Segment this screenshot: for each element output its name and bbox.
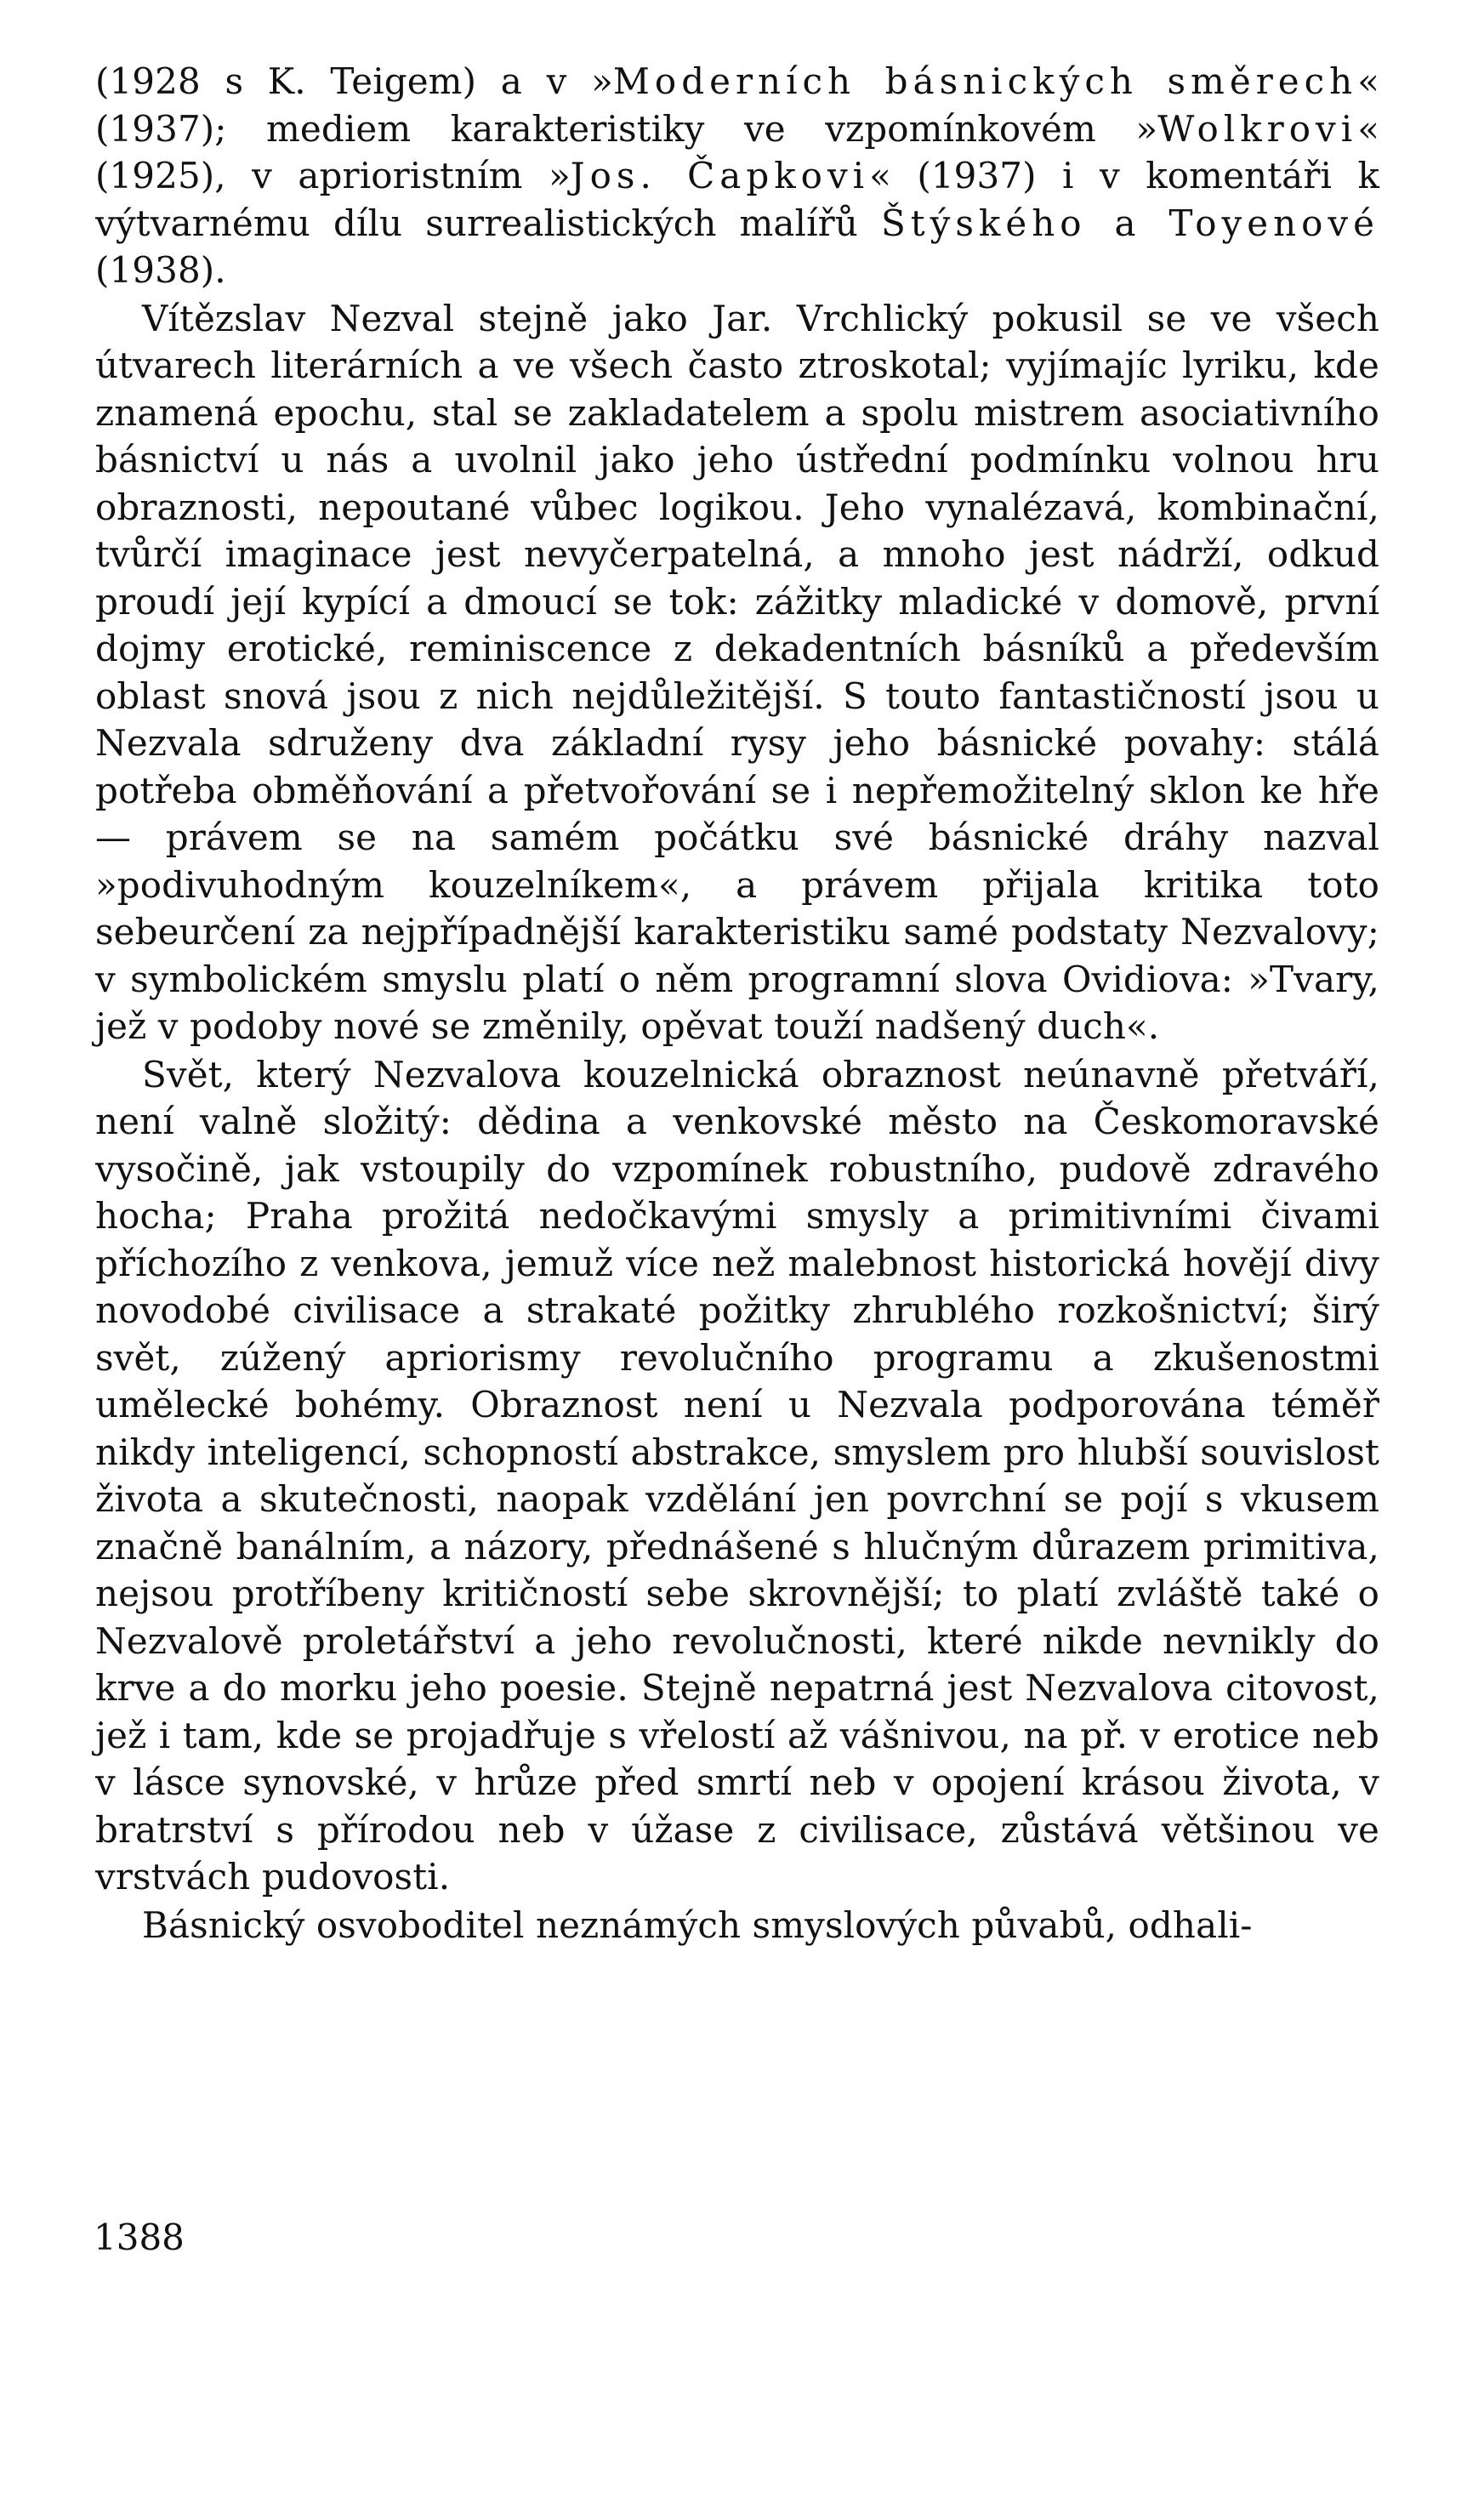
text-run: (1928 s K. Teigem) a v » [95,60,613,102]
spaced-names-styrsky-toyen: Štýského a Toyenové [880,202,1379,244]
text-run: « (1937) i v komentáři k výtvarnému dílu surrealistických malířů [95,155,1380,244]
body-text [95,58,1379,1949]
paragraph-final-line: Básnický osvoboditel neznámých smyslových půvabů, odhali- [142,1903,1253,1946]
spaced-title-capek: Jos. Čapkovi [570,155,870,196]
text-run: (1938). [95,249,226,291]
page-number: 1388 [94,2216,185,2258]
paragraph-continuation [95,58,1379,294]
spaced-title-moderni-basnicke-smery: Moderních básnických směrech [612,60,1358,102]
paragraph-nezval-imagination: Vítězslav Nezval stejně jako Jar. Vrchlický pokusil se ve všech útvarech literárních a ve všech často ztroskotal; vyjímajíc lyriku, kde znamená epochu, stal se zakladatelem a spolu mistrem asociativního básnictví u nás a uvolnil jako jeho ústřední podmínku volnou hru obraznosti, nepoutané vůbec logikou. Jeho vynalézavá, kombinační, tvůrčí imaginace jest nevyčerpatelná, a mnoho jest nádrží, odkud proudí její kypící a dmoucí se tok: zážitky mladické v domově, první dojmy erotické, reminiscence z dekadentních básníků a především oblast snová jsou z nich nejdůležitější. S touto fantastičností jsou u Nezvala sdruženy dva základní rysy jeho básnické povahy: stálá potřeba obměňování a přetvořování se i nepřemožitelný sklon ke hře — právem se na samém počátku své básnické dráhy nazval »podivuhodným kouzelníkem«, a právem přijala kritika toto sebeurčení za nejpřípadnější karakteristiku samé podstaty Nezvalovy; v symbolickém smyslu platí o něm programní slova Ovidiova: »Tvary, jež v podoby nové se změnily, opěvat touží nadšený duch«. [95,297,1379,1047]
text-run: « (1937); mediem karakteristiky ve vzpomínkovém » [95,60,1380,150]
paragraph-nezval-world: Svět, který Nezvalova kouzelnická obraznost neúnavně přetváří, není valně složitý: dědina a venkovské město na Českomoravské vysočině, jak vstoupily do vzpomínek robustního, pudově zdravého hocha; Praha prožitá nedočkavými smysly a primitivními čivami příchozího z venkova, jemuž více než malebnost historická hovějí divy novodobé civilisace a strakaté požitky zhrublého rozkošnictví; širý svět, zúžený apriorismy revolučního programu a zkušenostmi umělecké bohémy. Obraznost není u Nezvala podporována téměř nikdy inteligencí, schopností abstrakce, smyslem pro hlubší souvislost života a skutečnosti, naopak vzdělání jen povrchní se pojí s vkusem značně banálním, a názory, přednášené s hlučným důrazem primitiva, nejsou protříbeny kritičností sebe skrovnější; to platí zvláště také o Nezvalově proletářství a jeho revolučnosti, které nikde nevnikly do krve a do morku jeho poesie. Stejně nepatrná jest Nezvalova citovost, jež i tam, kde se projadřuje s vřelostí až vášnivou, na př. v erotice neb v lásce synovské, v hrůze před smrtí neb v opojení krásou života, v bratrství s přírodou neb v úžase z civilisace, zůstává většinou ve vrstvách pudovosti. [95,1053,1379,1898]
text-run: « (1925), v aprioristním » [95,107,1379,196]
spaced-title-wolker: Wolkrovi [1157,107,1358,150]
